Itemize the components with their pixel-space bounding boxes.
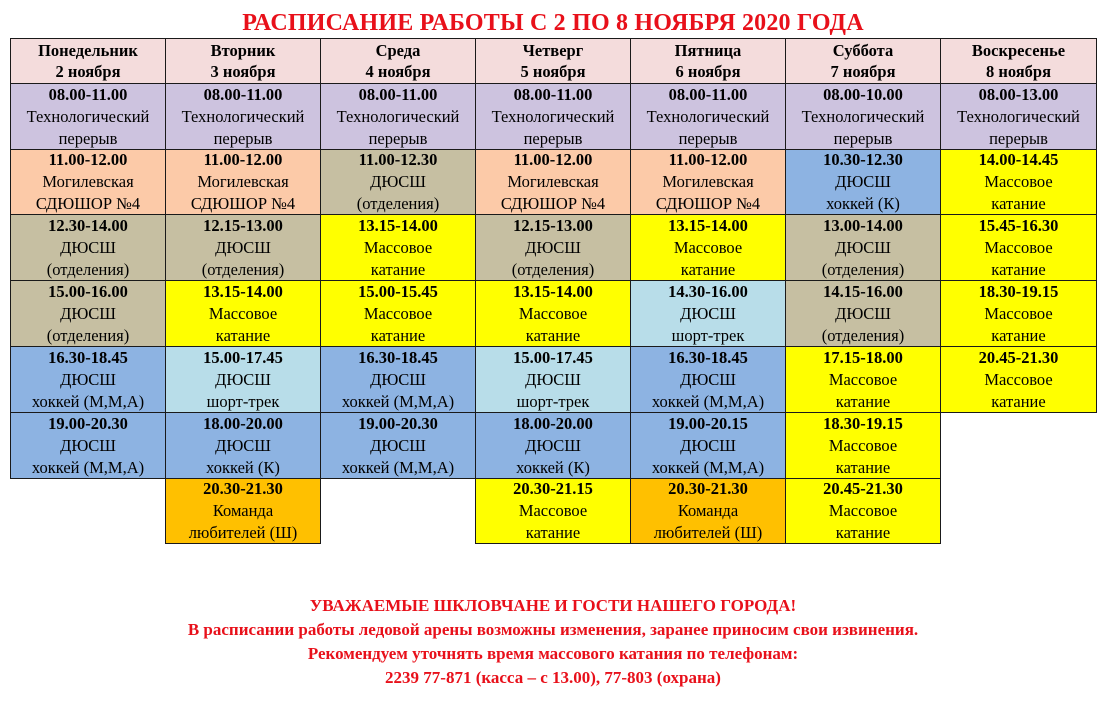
day-name: Четверг [522, 41, 584, 60]
slot-activity: ДЮСШ [370, 172, 426, 191]
day-name: Воскресенье [971, 41, 1066, 60]
slot-detail: катание [680, 259, 736, 279]
schedule-slot [785, 412, 941, 479]
slot-detail: (отделения) [511, 259, 595, 279]
slot-activity: Массовое [518, 501, 588, 520]
slot-detail: катание [835, 523, 891, 542]
slot-detail: (отделения) [46, 325, 130, 345]
notice-phones: 2239 77-871 (касса – с 13.00), 77-803 (охрана) [385, 668, 721, 687]
slot-activity: Массовое [984, 369, 1053, 389]
schedule-slot [940, 280, 1097, 347]
day-header [785, 38, 941, 84]
slot-activity: Команда [677, 501, 739, 520]
schedule-slot [10, 346, 166, 413]
schedule-slot [630, 149, 786, 215]
schedule-slot [630, 83, 786, 150]
schedule-slot [10, 214, 166, 281]
slot-detail: катание [525, 325, 581, 345]
slot-detail: перерыв [58, 128, 118, 148]
slot-time: 18.30-19.15 [823, 413, 903, 433]
day-header [475, 38, 631, 84]
slot-activity: ДЮСШ [370, 435, 426, 455]
slot-detail: (отделения) [821, 325, 905, 345]
slot-time: 15.45-16.30 [978, 215, 1059, 235]
slot-activity: ДЮСШ [215, 237, 271, 257]
schedule-slot [320, 214, 476, 281]
schedule-slot [475, 280, 631, 347]
notice-recommendation: Рекомендуем уточнять время массового катания по телефонам: [307, 644, 799, 663]
slot-detail: катание [835, 391, 891, 411]
slot-time: 11.00-12.00 [513, 150, 593, 169]
schedule-slot [785, 478, 941, 544]
slot-time: 13.15-14.00 [513, 281, 593, 301]
slot-detail: хоккей (М,М,А) [341, 391, 455, 411]
slot-activity: ДЮСШ [680, 369, 736, 389]
slot-activity: Массовое [984, 237, 1053, 257]
schedule-slot [785, 83, 941, 150]
slot-time: 18.30-19.15 [978, 281, 1059, 301]
slot-activity: ДЮСШ [215, 369, 271, 389]
slot-time: 10.30-12.30 [823, 150, 903, 169]
slot-activity: Массовое [984, 172, 1053, 191]
schedule-slot [475, 478, 631, 544]
schedule-slot [165, 149, 321, 215]
slot-time: 16.30-18.45 [668, 347, 748, 367]
slot-time: 15.00-15.45 [358, 281, 438, 301]
slot-detail: катание [991, 391, 1046, 411]
schedule-slot [320, 280, 476, 347]
day-date: 7 ноября [830, 62, 896, 81]
slot-time: 18.00-20.00 [203, 413, 283, 433]
day-header [940, 38, 1097, 84]
slot-detail: хоккей (М,М,А) [31, 391, 145, 411]
schedule-slot [785, 214, 941, 281]
slot-time: 20.30-21.15 [513, 479, 593, 498]
schedule-slot [630, 214, 786, 281]
slot-activity: Команда [212, 501, 274, 520]
slot-detail: (отделения) [46, 259, 130, 279]
day-date: 5 ноября [520, 62, 586, 81]
slot-activity: Массовое [363, 303, 433, 323]
schedule-slot [940, 346, 1097, 413]
slot-time: 11.00-12.30 [358, 150, 438, 169]
slot-detail: шорт-трек [671, 325, 745, 345]
schedule-slot [475, 412, 631, 479]
day-date: 8 ноября [985, 62, 1052, 81]
slot-detail: хоккей (К) [206, 457, 280, 477]
day-header [10, 38, 166, 84]
slot-activity: Могилевская [197, 172, 289, 191]
slot-time: 15.00-16.00 [48, 281, 128, 301]
schedule-slot [785, 149, 941, 215]
slot-time: 08.00-11.00 [203, 84, 283, 104]
slot-time: 08.00-11.00 [513, 84, 593, 104]
schedule-slot [320, 412, 476, 479]
slot-time: 08.00-11.00 [668, 84, 748, 104]
slot-activity: ДЮСШ [60, 303, 116, 323]
slot-time: 08.00-11.00 [358, 84, 438, 104]
schedule-slot [10, 280, 166, 347]
slot-detail: перерыв [989, 128, 1048, 148]
schedule-slot [475, 83, 631, 150]
slot-activity: Технологический [801, 106, 925, 126]
slot-activity: Массовое [828, 369, 898, 389]
slot-detail: любителей (Ш) [653, 523, 763, 542]
slot-time: 12.15-13.00 [203, 215, 283, 235]
schedule-slot [165, 280, 321, 347]
slot-detail: катание [835, 457, 891, 477]
slot-detail: катание [991, 259, 1046, 279]
slot-detail: СДЮШОР №4 [500, 194, 606, 213]
slot-time: 20.45-21.30 [823, 479, 903, 498]
slot-time: 14.00-14.45 [978, 150, 1059, 169]
slot-time: 11.00-12.00 [203, 150, 283, 169]
slot-activity: ДЮСШ [370, 369, 426, 389]
slot-time: 13.15-14.00 [668, 215, 748, 235]
day-name: Среда [375, 41, 421, 60]
slot-detail: катание [991, 325, 1046, 345]
schedule-slot [10, 149, 166, 215]
slot-time: 19.00-20.30 [358, 413, 438, 433]
slot-time: 16.30-18.45 [48, 347, 128, 367]
schedule-slot [630, 412, 786, 479]
day-date: 3 ноября [210, 62, 276, 81]
slot-time: 13.15-14.00 [203, 281, 283, 301]
slot-activity: ДЮСШ [835, 172, 891, 191]
slot-activity: Технологический [336, 106, 460, 126]
slot-time: 08.00-11.00 [48, 84, 128, 104]
slot-time: 18.00-20.00 [513, 413, 593, 433]
schedule-slot [475, 214, 631, 281]
schedule-slot [320, 149, 476, 215]
slot-time: 11.00-12.00 [668, 150, 748, 169]
slot-time: 13.00-14.00 [823, 215, 903, 235]
slot-detail: перерыв [523, 128, 583, 148]
slot-detail: СДЮШОР №4 [655, 194, 761, 213]
schedule-slot [165, 412, 321, 479]
slot-detail: хоккей (К) [826, 194, 900, 213]
schedule-slot [475, 346, 631, 413]
slot-activity: Технологический [181, 106, 305, 126]
slot-activity: ДЮСШ [525, 369, 581, 389]
day-date: 2 ноября [55, 62, 121, 81]
slot-time: 08.00-10.00 [823, 84, 903, 104]
slot-detail: катание [991, 194, 1046, 213]
schedule-slot [320, 346, 476, 413]
day-name: Вторник [210, 41, 276, 60]
slot-activity: ДЮСШ [60, 237, 116, 257]
slot-detail: любителей (Ш) [188, 523, 298, 542]
slot-activity: ДЮСШ [680, 435, 736, 455]
slot-activity: ДЮСШ [60, 369, 116, 389]
schedule-slot [785, 346, 941, 413]
slot-time: 12.30-14.00 [48, 215, 128, 235]
slot-activity: Могилевская [662, 172, 754, 191]
schedule-slot [475, 149, 631, 215]
slot-activity: Массовое [828, 501, 898, 520]
slot-detail: шорт-трек [516, 391, 590, 411]
slot-activity: Могилевская [507, 172, 599, 191]
slot-activity: ДЮСШ [525, 237, 581, 257]
slot-time: 15.00-17.45 [513, 347, 593, 367]
slot-detail: СДЮШОР №4 [35, 194, 141, 213]
schedule-slot [630, 478, 786, 544]
schedule-slot [165, 214, 321, 281]
day-name: Понедельник [38, 41, 138, 60]
day-header [630, 38, 786, 84]
slot-detail: СДЮШОР №4 [190, 194, 296, 213]
slot-activity: Массовое [208, 303, 278, 323]
slot-detail: хоккей (М,М,А) [651, 391, 765, 411]
slot-activity: ДЮСШ [60, 435, 116, 455]
slot-time: 20.30-21.30 [203, 479, 283, 498]
slot-activity: ДЮСШ [215, 435, 271, 455]
slot-detail: перерыв [213, 128, 273, 148]
slot-time: 11.00-12.00 [48, 150, 128, 169]
slot-detail: катание [215, 325, 271, 345]
slot-time: 17.15-18.00 [823, 347, 903, 367]
slot-activity: Могилевская [42, 172, 134, 191]
notice-block [0, 594, 1106, 690]
slot-activity: Массовое [673, 237, 743, 257]
day-header [165, 38, 321, 84]
slot-activity: ДЮСШ [525, 435, 581, 455]
day-header [320, 38, 476, 84]
day-date: 6 ноября [675, 62, 741, 81]
schedule-slot [165, 478, 321, 544]
slot-detail: (отделения) [201, 259, 285, 279]
schedule-slot [630, 280, 786, 347]
slot-detail: катание [525, 523, 581, 542]
slot-activity: Технологический [957, 106, 1080, 126]
schedule-slot [10, 83, 166, 150]
slot-detail: перерыв [833, 128, 893, 148]
slot-activity: Технологический [26, 106, 150, 126]
notice-greeting: УВАЖАЕМЫЕ ШКЛОВЧАНЕ И ГОСТИ НАШЕГО ГОРОДА! [309, 596, 797, 615]
schedule-slot [940, 214, 1097, 281]
slot-detail: хоккей (К) [516, 457, 590, 477]
slot-time: 08.00-13.00 [978, 84, 1059, 104]
slot-detail: перерыв [368, 128, 428, 148]
slot-time: 16.30-18.45 [358, 347, 438, 367]
slot-time: 12.15-13.00 [513, 215, 593, 235]
slot-time: 19.00-20.30 [48, 413, 128, 433]
slot-time: 20.30-21.30 [668, 479, 748, 498]
schedule-slot [630, 346, 786, 413]
slot-activity: ДЮСШ [835, 303, 891, 323]
slot-time: 19.00-20.15 [668, 413, 748, 433]
slot-detail: шорт-трек [206, 391, 280, 411]
page-title: РАСПИСАНИЕ РАБОТЫ С 2 ПО 8 НОЯБРЯ 2020 ГОДА [242, 10, 864, 36]
slot-time: 14.30-16.00 [668, 281, 748, 301]
slot-time: 15.00-17.45 [203, 347, 283, 367]
slot-activity: Технологический [646, 106, 770, 126]
slot-detail: перерыв [678, 128, 738, 148]
day-name: Пятница [674, 41, 742, 60]
schedule-slot [940, 149, 1097, 215]
slot-detail: (отделения) [356, 194, 440, 213]
schedule-slot [10, 412, 166, 479]
schedule-table [10, 38, 1096, 543]
slot-detail: катание [370, 325, 426, 345]
slot-detail: хоккей (М,М,А) [651, 457, 765, 477]
schedule-slot [940, 83, 1097, 150]
schedule-slot [165, 83, 321, 150]
slot-activity: ДЮСШ [680, 303, 736, 323]
day-name: Суббота [832, 41, 894, 60]
slot-detail: (отделения) [821, 259, 905, 279]
slot-time: 14.15-16.00 [823, 281, 903, 301]
slot-detail: хоккей (М,М,А) [341, 457, 455, 477]
schedule-slot [165, 346, 321, 413]
slot-detail: катание [370, 259, 426, 279]
slot-activity: Массовое [828, 435, 898, 455]
slot-activity: Массовое [984, 303, 1053, 323]
slot-activity: Массовое [518, 303, 588, 323]
slot-time: 20.45-21.30 [978, 347, 1059, 367]
day-date: 4 ноября [365, 62, 431, 81]
schedule-slot [320, 83, 476, 150]
slot-activity: Массовое [363, 237, 433, 257]
slot-detail: хоккей (М,М,А) [31, 457, 145, 477]
slot-time: 13.15-14.00 [358, 215, 438, 235]
notice-changes: В расписании работы ледовой арены возможны изменения, заранее приносим свои извинения. [187, 620, 919, 639]
slot-activity: Технологический [491, 106, 615, 126]
schedule-slot [785, 280, 941, 347]
slot-activity: ДЮСШ [835, 237, 891, 257]
